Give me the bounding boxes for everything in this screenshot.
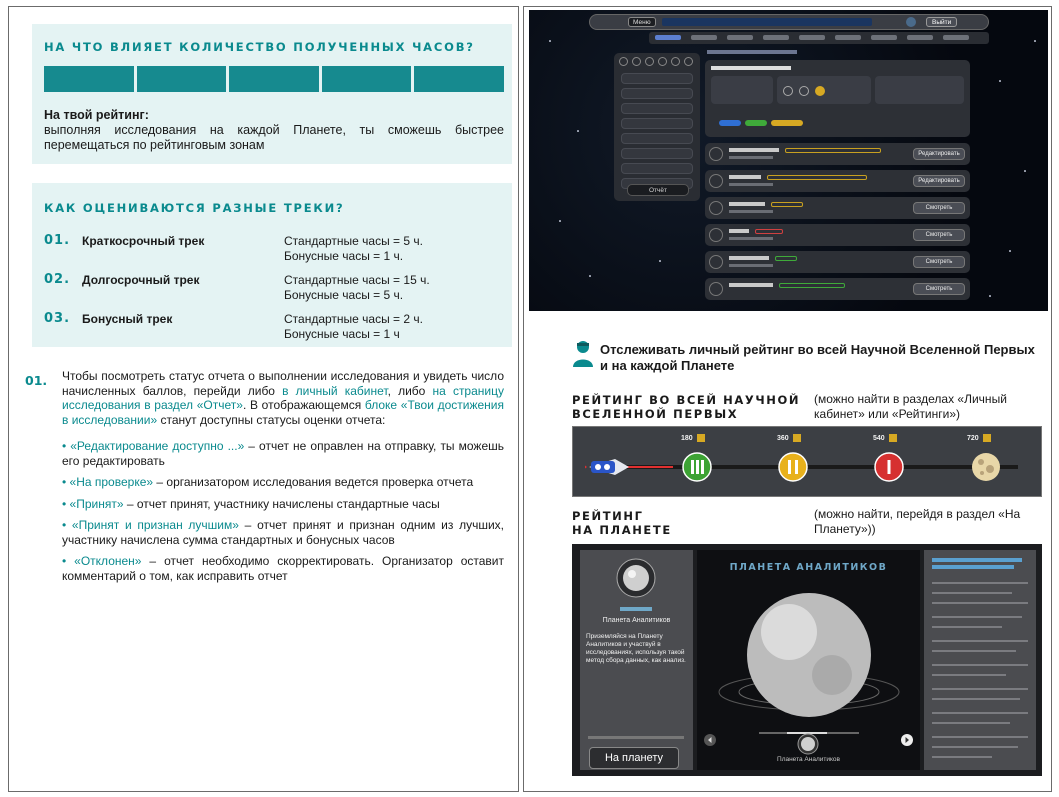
achievements-panel xyxy=(705,60,970,137)
status-item xyxy=(62,497,504,512)
left-page xyxy=(8,6,519,792)
track-item xyxy=(44,233,504,267)
report-row xyxy=(705,224,970,246)
milestone-label: 360 xyxy=(777,434,801,442)
yellow-planet-icon xyxy=(778,452,808,482)
list-item xyxy=(932,746,1018,748)
report-section-link[interactable]: на страницу исследования в раздел «Отчет» xyxy=(62,383,504,412)
report-type-icon xyxy=(709,228,723,242)
planet-rating-note: (можно найти, перейдя в раздел «На Планету»)) xyxy=(814,507,1021,536)
milestone-label: 540 xyxy=(873,434,897,442)
award-icon xyxy=(815,86,825,96)
stage-circle-icon xyxy=(645,57,654,66)
direction-tag xyxy=(771,120,803,126)
planet-title: ПЛАНЕТА АНАЛИТИКОВ xyxy=(729,562,888,573)
list-item xyxy=(932,592,1012,594)
planet-view xyxy=(697,550,920,770)
status-desc: – отчет необходимо скорректировать. Организатор оставит комментарий о том, как исправить отчет xyxy=(62,554,504,583)
status-desc: – организатором исследования ведется проверка отчета xyxy=(153,475,474,489)
planet-page-screenshot xyxy=(572,544,1042,776)
report-row xyxy=(705,278,970,300)
track-number: 01. xyxy=(44,233,71,248)
rocket-icon xyxy=(585,455,633,479)
track-bonus-hours: Бонусные часы = 1 ч xyxy=(284,327,400,341)
track-number: 03. xyxy=(44,311,71,326)
status-name: • «Принят» xyxy=(62,496,124,511)
hours-heading: НА ЧТО ВЛИЯЕТ КОЛИЧЕСТВО ПОЛУЧЕННЫХ ЧАСОВ? xyxy=(44,40,475,54)
track-values xyxy=(284,312,423,342)
planet-name: Планета Аналитиков xyxy=(602,617,671,624)
planet-rating-heading xyxy=(572,509,672,537)
stage-circle-icon xyxy=(619,57,628,66)
nav-tab[interactable] xyxy=(799,35,825,40)
achievements-title xyxy=(711,66,791,70)
status-list xyxy=(62,439,504,583)
list-item xyxy=(932,664,1028,666)
right-page xyxy=(523,6,1052,792)
direction-tag xyxy=(719,120,741,126)
tracks-info-box xyxy=(32,183,512,347)
note-body xyxy=(62,369,504,590)
stage-circle-icon xyxy=(632,57,641,66)
universe-heading-line: РЕЙТИНГ ВО ВСЕЙ НАУЧНОЙ xyxy=(572,393,801,407)
planet-caption: Планета Аналитиков xyxy=(777,756,840,763)
universe-rating-bar xyxy=(572,426,1042,497)
prev-arrow-icon[interactable] xyxy=(704,734,716,746)
logout-button[interactable]: Выйти xyxy=(926,17,957,27)
planet-thumbnail-icon[interactable] xyxy=(797,733,819,755)
list-item xyxy=(932,698,1020,700)
breadcrumb xyxy=(707,50,797,54)
report-row xyxy=(705,251,970,273)
nav-tab[interactable] xyxy=(727,35,753,40)
side-menu-item[interactable] xyxy=(621,103,693,114)
milestone-label: 720 xyxy=(967,434,991,442)
report-button[interactable]: Отчёт xyxy=(627,184,689,196)
hours-info-box xyxy=(32,24,512,164)
note-paragraph xyxy=(62,369,504,427)
universe-heading-line: ВСЕЛЕННОЙ ПЕРВЫХ xyxy=(572,407,739,421)
to-planet-button[interactable]: На планету xyxy=(589,747,679,769)
report-type-icon xyxy=(709,147,723,161)
nav-tab[interactable] xyxy=(871,35,897,40)
next-arrow-icon[interactable] xyxy=(901,734,913,746)
green-planet-icon xyxy=(682,452,712,482)
award-icon xyxy=(799,86,809,96)
report-type-icon xyxy=(709,174,723,188)
list-item xyxy=(932,582,1028,584)
track-item xyxy=(44,311,504,345)
track-name: Краткосрочный трек xyxy=(82,234,205,248)
rating-text: выполняя исследования на каждой Планете, ты сможешь быстрее перемещаться по рейтинговым зонам xyxy=(44,123,504,152)
side-panel xyxy=(614,53,700,201)
hours-card xyxy=(875,76,964,104)
report-row xyxy=(705,143,970,165)
edit-button[interactable]: Редактировать xyxy=(913,148,965,160)
status-item xyxy=(62,439,504,468)
list-item xyxy=(932,736,1028,738)
report-type-icon xyxy=(709,282,723,296)
status-name: • «Отклонен» xyxy=(62,554,142,568)
teal-block xyxy=(414,66,504,92)
planet-heading-line: НА ПЛАНЕТЕ xyxy=(572,523,672,537)
nav-tab[interactable] xyxy=(835,35,861,40)
note-text: , либо xyxy=(387,383,433,398)
note-text: станут доступны статусы оценки отчета: xyxy=(157,412,386,427)
teal-block xyxy=(137,66,227,92)
status-item xyxy=(62,518,504,547)
side-menu-item[interactable] xyxy=(621,133,693,144)
status-desc: – отчет не оправлен на отправку, ты можешь его редактировать xyxy=(62,439,504,468)
track-rating-heading: Отслеживать личный рейтинг во всей Научной Вселенной Первых и на каждой Планете xyxy=(600,342,1035,373)
avatar[interactable] xyxy=(906,17,916,27)
note-text: Чтобы посмотреть статус отчета о выполнении исследования и увидеть число начисленных баллов, перейди либо xyxy=(62,369,504,398)
list-item xyxy=(932,712,1028,714)
lock-icon xyxy=(889,434,897,442)
track-bonus-hours: Бонусные часы = 1 ч. xyxy=(284,249,404,263)
direction-tag xyxy=(745,120,767,126)
track-name: Бонусный трек xyxy=(82,312,173,326)
list-item xyxy=(932,602,1028,604)
person-icon xyxy=(572,340,594,368)
track-standard-hours: Стандартные часы = 2 ч. xyxy=(284,312,423,326)
status-desc: – отчет принят и признан одним из лучших, участнику начислена сумма стандартных и бонусных часов xyxy=(62,518,504,547)
lock-icon xyxy=(697,434,705,442)
track-item xyxy=(44,272,504,306)
nav-tab[interactable] xyxy=(691,35,717,40)
note-text: . В отображающемся xyxy=(242,398,365,412)
researches-title xyxy=(932,565,1014,569)
list-item xyxy=(932,688,1028,690)
nav-tab[interactable] xyxy=(763,35,789,40)
personal-cabinet-link[interactable]: в личный кабинет xyxy=(282,383,388,398)
awards-card xyxy=(777,76,871,104)
track-bonus-hours: Бонусные часы = 5 ч. xyxy=(284,288,404,302)
track-values xyxy=(284,273,430,303)
top-navigation xyxy=(649,32,989,44)
status-item xyxy=(62,475,504,490)
view-button[interactable]: Смотреть xyxy=(913,256,965,268)
planet-researches-panel xyxy=(924,550,1036,770)
report-status-card xyxy=(711,76,773,104)
planet-globe xyxy=(697,570,920,760)
track-values xyxy=(284,234,423,264)
lock-icon xyxy=(793,434,801,442)
side-menu-item[interactable] xyxy=(621,118,693,129)
planet-description: Приземляйся на Планету Аналитиков и участвуй в исследованиях, используя такой метод сбора данных, как анализ. xyxy=(586,633,686,664)
achievements-block-link[interactable]: блоке «Твои достижения в исследовании» xyxy=(62,398,505,427)
view-button[interactable]: Смотреть xyxy=(913,202,965,214)
edit-button[interactable]: Редактировать xyxy=(913,175,965,187)
list-item xyxy=(932,650,1016,652)
teal-block xyxy=(322,66,412,92)
note-number: 01. xyxy=(25,373,48,388)
teal-block xyxy=(44,66,134,92)
top-bar xyxy=(589,14,989,30)
list-item xyxy=(932,626,1002,628)
research-page-screenshot xyxy=(529,10,1048,311)
nav-tab[interactable] xyxy=(943,35,969,40)
researches-title xyxy=(932,558,1022,562)
track-standard-hours: Стандартные часы = 5 ч. xyxy=(284,234,423,248)
milestone-label: 180 xyxy=(681,434,705,442)
side-menu-item[interactable] xyxy=(621,148,693,159)
award-icon xyxy=(783,86,793,96)
teal-block xyxy=(229,66,319,92)
rating-label: На твой рейтинг: xyxy=(44,108,149,122)
tracks-heading: КАК ОЦЕНИВАЮТСЯ РАЗНЫЕ ТРЕКИ? xyxy=(44,201,345,215)
stage-circle-icon xyxy=(684,57,693,66)
ticker-strip xyxy=(662,18,872,26)
list-item xyxy=(932,722,1010,724)
track-standard-hours: Стандартные часы = 15 ч. xyxy=(284,273,430,287)
stage-circle-icon xyxy=(658,57,667,66)
status-desc: – отчет принят, участнику начислены стандартные часы xyxy=(123,496,440,511)
menu-button[interactable]: Меню xyxy=(628,17,656,27)
view-button[interactable]: Смотреть xyxy=(913,283,965,295)
planet-role-label xyxy=(620,607,652,611)
red-planet-icon xyxy=(874,452,904,482)
planet-avatar-icon xyxy=(616,558,656,598)
list-item xyxy=(932,616,1022,618)
moon-planet-icon xyxy=(971,452,1001,482)
report-type-icon xyxy=(709,201,723,215)
planet-heading-line: РЕЙТИНГ xyxy=(572,509,644,523)
report-type-icon xyxy=(709,255,723,269)
planet-stats xyxy=(588,736,684,739)
side-menu-item[interactable] xyxy=(621,88,693,99)
teal-blocks-row xyxy=(44,66,504,92)
universe-rating-note: (можно найти в разделах «Личный кабинет» или «Рейтинги») xyxy=(814,392,1007,421)
list-item xyxy=(932,756,992,758)
report-row xyxy=(705,170,970,192)
planet-info-panel xyxy=(580,550,693,770)
track-name: Долгосрочный трек xyxy=(82,273,200,287)
nav-tab[interactable] xyxy=(655,35,681,40)
status-name: • «Принят и признан лучшим» xyxy=(62,518,239,532)
lock-icon xyxy=(983,434,991,442)
list-item xyxy=(932,674,1006,676)
report-row xyxy=(705,197,970,219)
side-menu-item[interactable] xyxy=(621,73,693,84)
status-item xyxy=(62,554,504,583)
nav-tab[interactable] xyxy=(907,35,933,40)
status-name: • «Редактирование доступно ...» xyxy=(62,439,245,453)
status-name: • «На проверке» xyxy=(62,475,154,489)
universe-rating-heading xyxy=(572,393,800,421)
view-button[interactable]: Смотреть xyxy=(913,229,965,241)
stage-circle-icon xyxy=(671,57,680,66)
track-number: 02. xyxy=(44,272,71,287)
side-menu-item[interactable] xyxy=(621,163,693,174)
list-item xyxy=(932,640,1028,642)
